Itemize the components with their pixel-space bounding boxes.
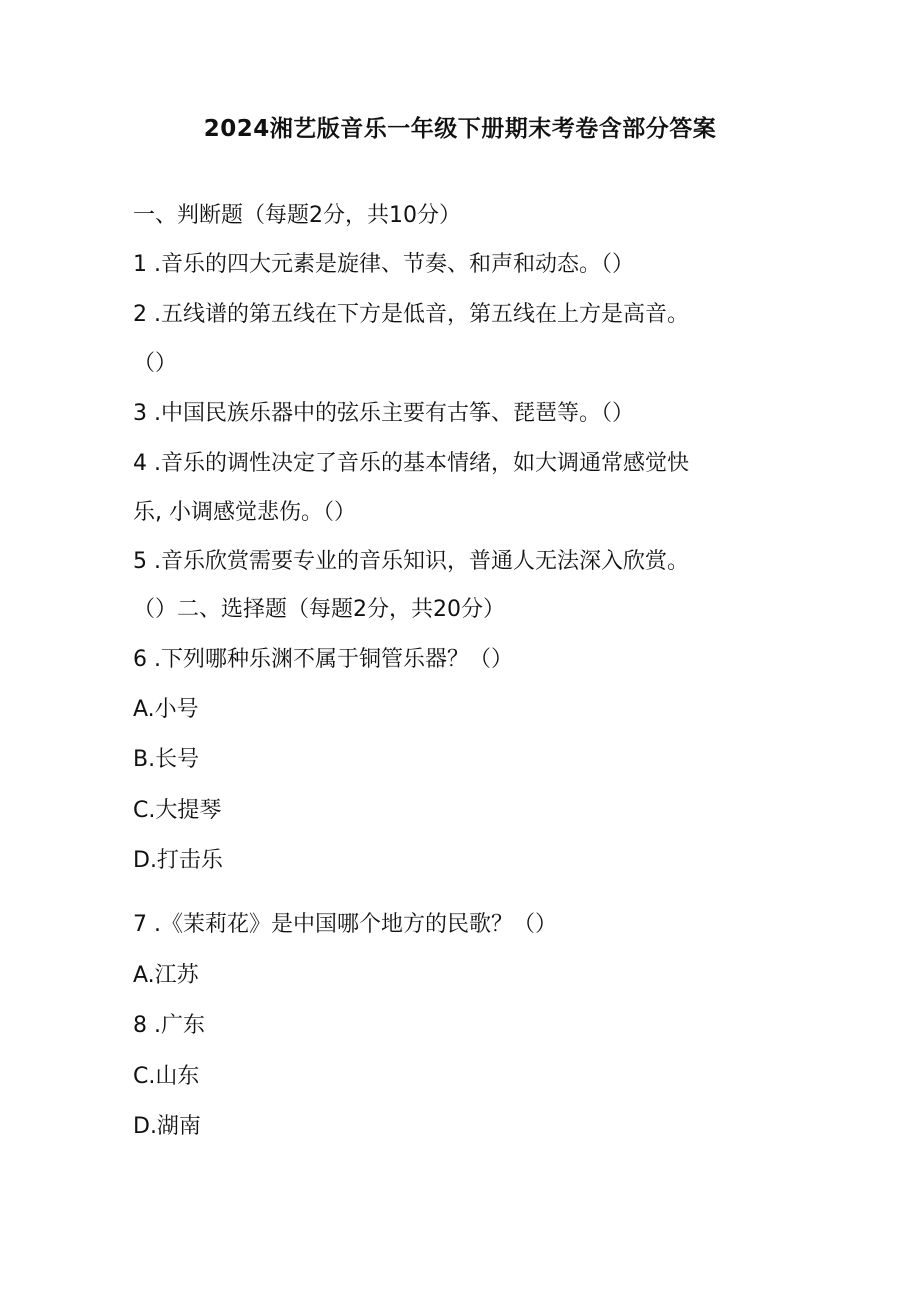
question-2-blank: （） <box>133 351 178 376</box>
option-7d: D.湖南 <box>133 1114 201 1139</box>
section-heading-judgment: 一、判断题（每题2分，共10分） <box>133 203 461 228</box>
question-1: 1 .音乐的四大元素是旋律、节奏、和声和动态。（） <box>133 252 634 277</box>
option-6b: B.长号 <box>133 747 200 772</box>
question-3: 3 .中国民族乐器中的弦乐主要有古筝、琵琶等。（） <box>133 401 634 426</box>
option-6c: C.大提琴 <box>133 798 222 823</box>
page-title: 2024湘艺版音乐一年级下册期末考卷含部分答案 <box>203 116 717 142</box>
option-7a: A.江苏 <box>133 963 199 988</box>
question-2: 2 .五线谱的第五线在下方是低音，第五线在上方是高音。 <box>133 302 689 327</box>
option-6d: D.打击乐 <box>133 848 223 873</box>
option-7b: 8 .广东 <box>133 1013 205 1038</box>
section-heading-choice: （）二、选择题（每题2分，共20分） <box>133 597 505 622</box>
question-5: 5 .音乐欣赏需要专业的音乐知识，普通人无法深入欣赏。 <box>133 549 689 574</box>
option-6a: A.小号 <box>133 697 199 722</box>
option-7c: C.山东 <box>133 1064 200 1089</box>
question-7: 7 .《茉莉花》是中国哪个地方的民歌？（） <box>133 912 557 937</box>
question-4: 4 .音乐的调性决定了音乐的基本情绪，如大调通常感觉快 <box>133 451 689 476</box>
question-6: 6 .下列哪种乐渊不属于铜管乐器？（） <box>133 647 513 672</box>
question-4-cont: 乐, 小调感觉悲伤。（） <box>133 500 356 525</box>
